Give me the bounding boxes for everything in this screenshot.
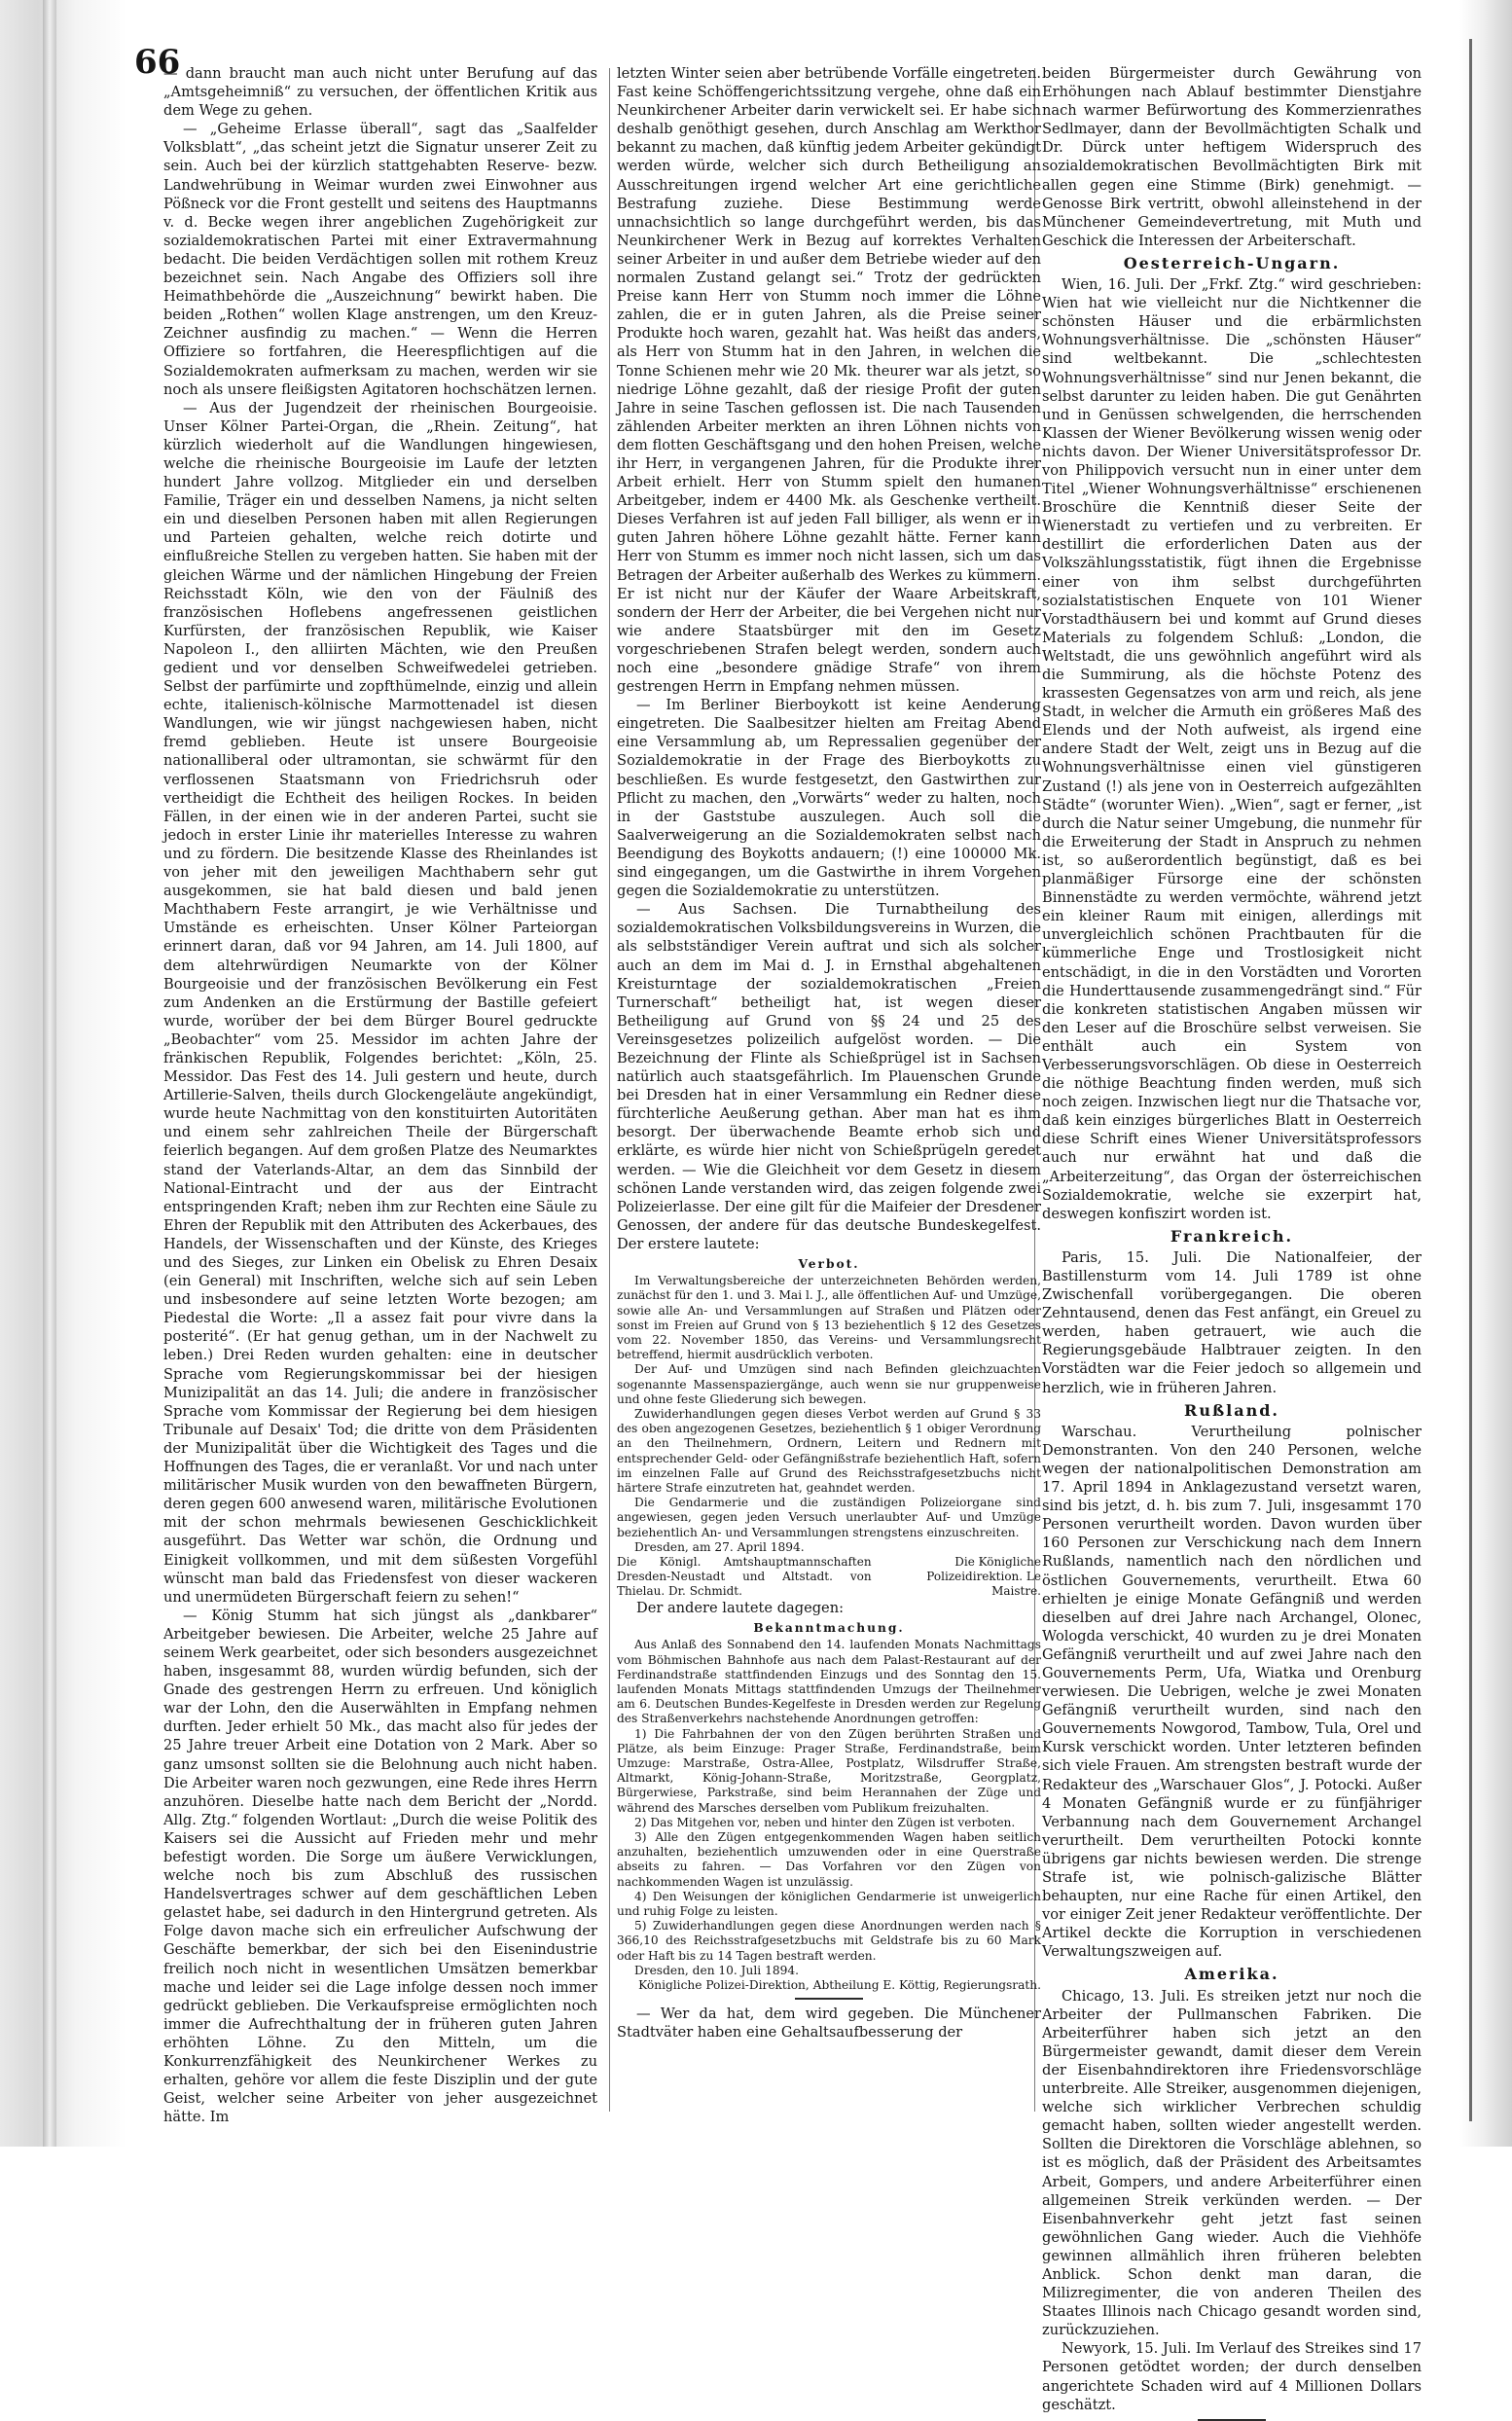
notice-paragraph: 2) Das Mitgehen vor, neben und hinter den Zügen ist verboten. (634, 1815, 1016, 1829)
article-paragraph: letzten Winter seien aber betrübende Vorfälle eingetreten. Fast keine Schöffengerichtssitzung vergehe, ohne daß ein Neunkirchener Arbeiter darin verwickelt sei. Er habe sich deshalb genöthigt gesehen, durch Anschlag am Werkthor bekannt zu machen, daß künftig jedem Arbeiter gekündigt werden würde, welcher sich durch Betheiligung an Ausschreitungen irgend welcher Art eine gerichtliche Bestrafung zuziehe. Diese Bestimmung werde unnachsichtlich so lange durchgeführt werden, bis das Neunkirchener Werk in Bezug auf korrektes Verhalten seiner Arbeiter in und außer dem Betriebe wieder auf den normalen Zustand gelangt sei.“ Trotz der gedrückten Preise kann Herr von Stumm noch immer die Löhne zahlen, die er in guten Jahren, als die Preise seiner Produkte hoch waren, gezahlt hat. Was heißt das anders, als Herr von Stumm hat in den Jahren, in welchen die Tonne Schienen mehr wie 20 Mk. theurer war als jetzt, so niedrige Löhne gezahlt, daß der riesige Profit der guten Jahre in seine Taschen geflossen ist. Die nach Tausenden zählenden Arbeiter merkten an ihren Löhnen nichts von dem flotten Geschäftsgang und den hohen Preisen, welche ihr Herr, in vergangenen Jahren, für die Produkte ihrer Arbeit erhielt. Herr von Stumm spielt den humanen Arbeitgeber, indem er 4400 Mk. als Geschenke vertheilt. Dieses Verfahren ist auf jeden Fall billiger, als wenn er in guten Jahren höhere Löhne gezahlt hätte. Ferner kann Herr von Stumm es immer noch nicht lassen, sich um das Betragen der Arbeiter außerhalb des Werkes zu kümmern. Er ist nicht nur der Käufer der Waare Arbeitskraft, sondern der Herr der Arbeiter, die bei Vergehen nicht nur wie andere Staatsbürger mit den im Gesetz vorgeschriebenen Strafen belegt werden, sondern auch noch eine „besondere gnädige Strafe“ von ihrem gestrengen Herrn in Empfang nehmen müssen. (617, 65, 1041, 696)
notice-paragraph: Im Verwaltungsbereiche der unterzeichneten Behörden werden, zunächst für den 1. und 3. Mai l. J., alle öffentlichen Auf- und Umzüge, sowie alle An- und Versammlungen auf Straßen und Plätzen oder sonst im Freien auf Grund von § 13 beziehentlich § 12 des Gesetzes vom 22. November 1850, das Vereins- und Versammlungsrecht betreffend, hiermit ausdrücklich verboten. (617, 1274, 1041, 1362)
notice-heading: Verbot. (798, 1257, 860, 1271)
article-paragraph: Newyork, 15. Juli. Im Verlauf des Streikes sind 17 Personen getödtet worden; der durch denselben angerichtete Schaden wird auf 4 Millionen Dollars geschätzt. (1042, 2340, 1422, 2413)
notice-signature-right: Die Königliche Polizeidirektion. Le Maistre. (926, 1555, 1041, 1599)
notice-paragraph: 4) Den Weisungen der königlichen Gendarmerie ist unweigerlich und ruhig Folge zu leisten. (617, 1889, 1041, 1919)
notice-paragraph: 1) Die Fahrbahnen der von den Zügen berührten Straßen und Plätze, als beim Einzuge: Prager Straße, Ferdinandstraße, beim Umzuge: Marstraße, Ostra-Allee, Postplatz, Wilsdruffer Straße, Altmarkt, König-Johann-Straße, Moritzstraße, Georgplatz, Bürgerwiese, Parkstraße, sind beim Herannahen der Züge und während des Marsches derselben vom Publikum freizuhalten. (617, 1726, 1041, 1815)
article-paragraph: Wien, 16. Juli. Der „Frkf. Ztg.“ wird geschrieben: Wien hat wie vielleicht nur die Nichtkenner die schönsten Häuser und die erbärmlichsten Wohnungsverhältnisse. Die „schönsten Häuser“ sind weltbekannt. Die „schlechtesten Wohnungsverhältnisse“ sind nur Jenen bekannt, die selbst darunter zu leiden haben. Die gut Genährten und in Genüssen schwelgenden, die herrschenden Klassen der Wiener Bevölkerung wissen wenig oder nichts davon. Der Wiener Universitätsprofessor Dr. von Philippovich versucht nun in einer unter dem Titel „Wiener Wohnungsverhältnisse“ erschienenen Broschüre die Kenntniß dieser Seite der Wienerstadt zu vertiefen und zu verbreiten. Er destillirt die erforderlichen Daten aus der Volkszählungsstatistik, fügt ihnen die Ergebnisse einer von ihm selbst durchgeführten sozialstatistischen Enquete von 101 Wiener Vorstadthäusern bei und kommt auf Grund dieses Materials zu folgendem Schluß: „London, die Weltstadt, die uns gewöhnlich angeführt wird als die Summirung, als die höchste Potenz des krassesten Gegensatzes von arm und reich, als jene Stadt, in welcher die Armuth ein größeres Maß des Elends und der Noth aufweist, als irgend eine andere Stadt der Welt, zeigt uns in Bezug auf die Wohnungsverhältnisse einen viel günstigeren Zustand (!) als jene von in Oesterreich aufgezählten Städte“ (worunter Wien). „Wien“, sagt er ferner, „ist durch die Natur seiner Umgebung, die nunmehr für die Erweiterung der Stadt in Anspruch zu nehmen ist, so außerordentlich begünstigt, daß es bei planmäßiger Fürsorge eine der schönsten Binnenstädte zu werden vermöchte, während jetzt ein kleiner Raum mit einigen, allerdings mit unvergleichlich schönen Prachtbauten für die kümmerliche Enge und Trostlosigkeit nicht entschädigt, in die in den Vorstädten und Vororten die Hunderttausende zusammengedrängt sind.“ Für die konkreten statistischen Angaben müssen wir den Leser auf die Broschüre selbst verweisen. Sie enthält auch ein System von Verbesserungsvorschlägen. Ob diese in Oesterreich die nöthige Beachtung finden werden, muß sich noch zeigen. Inzwischen liegt nur die Thatsache vor, daß kein einziges bürgerliches Blatt in Oesterreich diese Schrift eines Wiener Universitätsprofessors auch nur erwähnt hat und daß die „Arbeiterzeitung“, das Organ der österreichischen Sozialdemokratie, welche sie exzerpirt hat, deswegen konfiszirt worden ist. (1042, 276, 1422, 1222)
article-paragraph: Chicago, 13. Juli. Es streiken jetzt nur noch die Arbeiter der Pullmanschen Fabriken. Die Arbeiterführer haben sich jetzt an den Bürgermeister gewandt, damit dieser dem Verein der Eisenbahndirektoren ihre Friedensvorschläge unterbreite. Alle Streiker, ausgenommen diejenigen, welche sich wirklicher Verbrechen schuldig gemacht haben, sollten wieder angestellt werden. Sollten die Direktoren die Vorschläge ablehnen, so ist es möglich, daß der Präsident des Arbeitsamtes Arbeit, Gompers, und andere Arbeiterführer einen allgemeinen Streik verkünden werden. — Der Eisenbahnverkehr geht jetzt fast seinen gewöhnlichen Gang wieder. Auch die Viehhöfe gewinnen allmählich ihren früheren belebten Anblick. Schon denkt man daran, die Milizregimenter, die von anderen Theilen des Staates Illinois nach Chicago gesandt worden sind, zurückzuziehen. (1042, 1987, 1422, 2339)
section-heading-austria: Oesterreich-Ungarn. (1123, 253, 1341, 272)
police-notice-verbot (617, 1257, 1041, 1599)
page-number: 66 (134, 43, 181, 82)
article-paragraph: — „Geheime Erlasse überall“, sagt das „Saalfelder Volksblatt“, „das scheint jetzt die Signatur unserer Zeit zu sein. Auch bei der kürzlich stattgehabten Reserve- bezw. Landwehrübung in Weimar wurden zwei Einwohner aus Pößneck vor die Front gestellt und seitens des Hauptmanns v. d. Becke wegen ihrer angeblichen Zugehörigkeit zur sozialdemokratischen Partei mit einer Extravermahnung bedacht. Die beiden Verdächtigen sollen mit rothem Kreuz bezeichnet sein. Nach Angabe des Offiziers soll ihre Heimathbehörde die „Auszeichnung“ bewirkt haben. Die beiden „Rothen“ wollen Klage anstrengen, um den Kreuz-Zeichner ausfindig zu machen.“ — Wenn die Herren Offiziere so fortfahren, die Heerespflichtigen auf die Sozialdemokraten aufmerksam zu machen, werden wir sie noch als unsere fleißigsten Agitatoren hochschätzen lernen. (163, 121, 597, 398)
notice-signature: Königliche Polizei-Direktion, Abtheilung E. Köttig, Regierungsrath. (638, 1978, 1041, 1993)
notice-paragraph: 3) Alle den Zügen entgegenkommenden Wagen haben seitlich anzuhalten, beziehentlich umzuwenden oder in eine Querstraße abseits zu fahren. — Das Vorfahren vor den Zügen von nachkommenden Wagen ist unzulässig. (617, 1830, 1041, 1889)
scan-page-edge (1459, 0, 1512, 2147)
article-paragraph: — Im Berliner Bierboykott ist keine Aenderung eingetreten. Die Saalbesitzer hielten am Freitag Abend eine Versammlung ab, um Repressalien gegenüber der Sozialdemokratie in der Frage des Bierboykotts zu beschließen. Es wurde festgesetzt, den Gastwirthen zur Pflicht zu machen, den „Vorwärts“ weder zu halten, noch in der Gaststube auszulegen. Auch soll die Saalverweigerung an die Sozialdemokraten selbst nach Beendigung des Boykotts andauern; (!) eine 100000 Mk. sind eingegangen, um die Gastwirthe in ihrem Vorgehen gegen die Sozialdemokratie zu unterstützen. (617, 697, 1041, 900)
notice-date: Dresden, am 27. April 1894. (634, 1539, 805, 1554)
article-paragraph: Paris, 15. Juli. Die Nationalfeier, der Bastillensturm vom 14. Juli 1789 ist ohne Zwischenfall vorübergegangen. Die oberen Zehntausend, denen das Fest anfängt, ein Greuel zu werden, haben getrauert, wie auch die Regierungsgebäude Halbtrauer zeigten. In den Vorstädten war die Feier jedoch so allgemein und herzlich, wie in früheren Jahren. (1042, 1248, 1422, 1396)
article-paragraph: Der andere lautete dagegen: (636, 1600, 845, 1617)
article-paragraph: Warschau. Verurtheilung polnischer Demonstranten. Von den 240 Personen, welche wegen der nationalpolitischen Demonstration am 17. April 1894 in Anklagezustand versetzt waren, sind bis jetzt, d. h. bis zum 7. Juli, insgesammt 170 Personen verurtheilt worden. Davon wurden über 160 Personen zur Verschickung nach dem Innern Rußlands, namentlich nach den nördlichen und östlichen Gouvernements, verurtheilt. Etwa 60 erhielten je einige Monate Gefängniß und werden dieselben auf drei Jahre nach Archangel, Olonec, Wologda verschickt, 40 wurden zu je drei Monaten Gefängniß verurtheilt und auf zwei Jahre nach den Gouvernements Perm, Ufa, Wiatka und Orenburg verwiesen. Die Uebrigen, welche je zwei Monaten Gefängniß verurtheilt wurden, sind nach den Gouvernements Nowgorod, Tambow, Tula, Orel und Kursk verschickt worden. Unter letzteren befinden sich viele Frauen. Am strengsten bestraft wurde der Redakteur des „Warschauer Glos“, J. Potocki. Außer 4 Monaten Gefängniß wurde er zu fünfjähriger Verbannung nach dem Gouvernement Archangel verurtheilt. Dem verurtheilten Potocki konnte übrigens gar nichts bewiesen werden. Die strenge Strafe ist, wie polnisch-galizische Blätter behaupten, nur eine Rache für einen Artikel, den vor einiger Zeit jener Redakteur veröffentlichte. Der Artikel deckte die Korruption in verschiedenen Verwaltungszweigen auf. (1042, 1423, 1422, 1961)
notice-heading: Bekanntmachung. (753, 1621, 905, 1636)
section-divider (795, 1998, 863, 2000)
section-heading-america: Amerika. (1184, 1965, 1279, 1984)
page-border-line (1469, 39, 1472, 2121)
notice-date: Dresden, den 10. Juli 1894. (634, 1963, 799, 1977)
notice-signatures (617, 1555, 1041, 1599)
book-spine (43, 0, 56, 2147)
column-right (1042, 64, 1422, 2413)
notice-paragraph: Der Auf- und Umzügen sind nach Befinden gleichzuachten sogenannte Massenspaziergänge, auch wenn sie nur gruppenweise und ohne feste Gliederung sich bewegen. (617, 1362, 1041, 1406)
article-paragraph: — Wer da hat, dem wird gegeben. Die Münchener Stadtväter haben eine Gehaltsaufbesserung der (617, 2005, 1041, 2042)
scan-binding-edge (0, 0, 126, 2147)
police-notice-bekanntmachung (617, 1621, 1041, 1993)
notice-signature-left: Die Königl. Amtshauptmannschaften Dresden-Neustadt und Altstadt. von Thielau. Dr. Schmidt. (617, 1555, 872, 1599)
column-left (163, 64, 597, 2126)
notice-paragraph: 5) Zuwiderhandlungen gegen diese Anordnungen werden nach § 366,10 des Reichsstrafgesetzbuchs mit Geldstrafe bis zu 60 Mark oder Haft bis zu 14 Tagen bestraft werden. (617, 1919, 1041, 1963)
notice-paragraph: Aus Anlaß des Sonnabend den 14. laufenden Monats Nachmittags vom Böhmischen Bahnhofe aus nach dem Palast-Restaurant auf der Ferdinandstraße stattfindenden Einzugs und des Sonntag den 15. laufenden Monats Mittags stattfindenden Umzugs der Theilnehmer am 6. Deutschen Bundes-Kegelfeste in Dresden werden zur Regelung des Straßenverkehrs nachstehende Anordnungen getroffen: (617, 1638, 1041, 1726)
section-heading-france: Frankreich. (1170, 1226, 1294, 1246)
column-rule-1 (609, 68, 610, 2112)
notice-paragraph: Die Gendarmerie und die zuständigen Polizeiorgane sind angewiesen, gegen jeden Versuch unerlaubter Auf- und Umzüge beziehentlich An- und Versammlungen strengstens einzuschreiten. (617, 1496, 1041, 1539)
section-heading-russia: Rußland. (1184, 1400, 1279, 1420)
notice-paragraph: Zuwiderhandlungen gegen dieses Verbot werden auf Grund § 33 des oben angezogenen Gesetzes, beziehentlich § 1 obiger Verordnung an den Theilnehmern, Ordnern, Leitern und Rednern mit entsprechender Geld- oder Gefängnißstrafe beziehentlich Haft, sofern im einzelnen Falle auf Grund des Reichsstrafgesetzbuchs nicht härtere Strafe einzutreten hat, geahndet werden. (617, 1407, 1041, 1496)
article-paragraph: beiden Bürgermeister durch Gewährung von Erhöhungen nach Ablauf bestimmter Dienstjahre nach warmer Befürwortung des Kommerzienrathes Sedlmayer, dann der Bevollmächtigten Schalk und Dr. Dürck unter heftigem Widerspruch des sozialdemokratischen Bevollmächtigten Birk mit allen gegen eine Stimme (Birk) genehmigt. — Genosse Birk vertritt, obwohl alleinstehend in der Münchener Gemeindevertretung, mit Muth und Geschick die Interessen der Arbeiterschaft. (1042, 65, 1422, 249)
article-paragraph: — dann braucht man auch nicht unter Berufung auf das „Amtsgeheimniß“ zu versuchen, der öffentlichen Kritik aus dem Wege zu gehen. (163, 65, 597, 120)
article-paragraph: — König Stumm hat sich jüngst als „dankbarer“ Arbeitgeber bewiesen. Die Arbeiter, welche 25 Jahre auf seinem Werk gearbeitet, oder sich besonders ausgezeichnet haben, insgesammt 88, wurden würdig befunden, sich der Gnade des gestrengen Herrn zu erfreuen. Und königlich war der Lohn, den die Auserwählten in Empfang nehmen durften. Jeder erhielt 50 Mk., das macht also für jedes der 25 Jahre treuer Arbeit eine Dotation von 2 Mark. Aber so ganz umsonst sollten sie die Belohnung auch nicht haben. Die Arbeiter waren noch gezwungen, eine Rede ihres Herrn anzuhören. Dieselbe hatte nach dem Bericht der „Nordd. Allg. Ztg.“ folgenden Wortlaut: „Durch die weise Politik des Kaisers sei die Aussicht auf Frieden mehr und mehr befestigt worden. Die Sorge um äußere Verwicklungen, welche noch bis zum Abschluß des russischen Handelsvertrages schwer auf dem geschäftlichen Leben gelastet habe, sei dadurch in den Hintergrund getreten. Als Folge davon mache sich ein erfreulicher Aufschwung der Geschäfte bemerkbar, der sich bei den Eisenindustrie freilich noch nicht in wesentlichen Umsätzen bemerkbar mache und leider sei die Lage infolge dessen noch immer gedrückt geblieben. Die Verkaufspreise ermöglichten noch immer die Aufrechthaltung der in früheren guten Jahren erhöhten Löhne. Zu den Mitteln, um die Konkurrenzfähigkeit des Neunkirchener Werkes zu erhalten, gehöre vor allem die feste Disziplin und der gute Geist, welcher seine Arbeiter von jeher ausgezeichnet hätte. Im (163, 1607, 597, 2126)
article-paragraph: — Aus Sachsen. Die Turnabtheilung des sozialdemokratischen Volksbildungsvereins in Wurzen, die als selbstständiger Verein auftrat und sich als solcher auch an dem im Mai d. J. in Ernsthal abgehaltenen Kreisturntage der sozialdemokratischen „Freien Turnerschaft“ betheiligt hat, ist wegen dieser Betheiligung auf Grund von §§ 24 und 25 des Vereinsgesetzes polizeilich aufgelöst worden. — Die Bezeichnung der Flinte als Schießprügel ist in Sachsen natürlich auch staatsgefährlich. Im Plauenschen Grunde bei Dresden hat in einer Versammlung ein Redner diese fürchterliche Aeußerung gethan. Aber man hat es ihm besorgt. Der überwachende Beamte erhob sich und erklärte, es würde hier nicht von Schießprügeln geredet werden. — Wie die Gleichheit vor dem Gesetz in diesem schönen Lande verstanden wird, das zeigen folgende zwei Polizeierlasse. Der eine gilt für die Maifeier der Dresdener Genossen, der andere für das deutsche Bundeskegelfest. Der erstere lautete: (617, 901, 1041, 1252)
column-middle (617, 64, 1041, 2113)
article-paragraph: — Aus der Jugendzeit der rheinischen Bourgeoisie. Unser Kölner Partei-Organ, die „Rhein. Zeitung“, hat kürzlich wiederholt auf die Wandlungen hingewiesen, welche die rheinische Bourgeoisie im Laufe der letzten hundert Jahre vollzog. Mitglieder ein und derselben Familie, Träger ein und desselben Namens, ja nicht selten ein und dieselben Personen haben mit allen Regierungen und Parteien gehalten, welche reich dotirte und einflußreiche Stellen zu vergeben hatten. Sie haben mit der gleichen Wärme und der nämlichen Hingebung der Freien Reichsstadt Köln, wie den von der Fäulniß des französischen Hoflebens angefressenen geistlichen Kurfürsten, der französischen Republik, wie Kaiser Napoleon I., den alliirten Mächten, wie den Preußen gedient und vor denselben Schweifwedelei getrieben. Selbst der parfümirte und zopfthümelnde, einzig und allein echte, italienisch-kölnische Marmottenadel ist diesen Wandlungen, wie wir jüngst nachgewiesen haben, nicht fremd geblieben. Heute ist unsere Bourgeoisie nationalliberal oder ultramontan, sie schwärmt für den verflossenen Staatsmann von Friedrichsruh oder vertheidigt die Echtheit des heiligen Rockes. In beiden Fällen, in der einen wie in der anderen Partei, sucht sie jedoch in erster Linie ihr materielles Interesse zu wahren und zu fördern. Die besitzende Klasse des Rheinlandes ist von jeher mit den jeweiligen Machthabern sehr gut ausgekommen, sie hat bald diesen und bald jenen Machthabern Feste arrangirt, je wie Verhältnisse und Umstände es erheischten. Unser Kölner Parteiorgan erinnert daran, daß vor 94 Jahren, am 14. Juli 1800, auf dem altehrwürdigen Neumarkte von der Kölner Bourgeoisie und der französischen Bevölkerung ein Fest zum Andenken an die Erstürmung der Bastille gefeiert wurde, worüber der bei dem Bürger Bourel gedruckte „Beobachter“ vom 25. Messidor im achten Jahre der fränkischen Republik, Folgendes berichtet: „Köln, 25. Messidor. Das Fest des 14. Juli gestern und heute, durch Artillerie-Salven, theils durch Glockengeläute angekündigt, wurde heute Nachmittag von den konstituirten Autoritäten und einem sehr zahlreichen Theile der Bürgerschaft feierlich begangen. Auf dem großen Platze des Neumarktes stand der Vaterlands-Altar, an dem das Sinnbild der National-Eintracht und der aus der Eintracht entspringenden Kraft; neben ihm zur Rechten eine Säule zu Ehren der Republik mit den Attributen des Ackerbaues, des Handels, der Wissenschaften und der Künste, des Krieges und des Sieges, zur Linken ein Obelisk zu Ehren Desaix (ein General) mit Inschriften, welche sich auf sein Leben und insbesondere auf seine letzten Worte bezogen; am Piedestal die Worte: „Il a assez fait pour vivre dans la posterité“. (Er hat genug gethan, um in der Nachwelt zu leben.) Drei Reden wurden gehalten: eine in deutscher Sprache vom Regierungskommissar bei der hiesigen Munizipalität an das 14. Juli; die andere in französischer Sprache vom Kommissar der Regierung bei dem hiesigen Tribunale auf Desaix' Tod; die dritte von dem Präsidenten der Munizipalität über die Wichtigkeit des Tages und die Hoffnungen des Tages, die er veranlaßt. Vor und nach unter militärischer Musik wurden von den bewaffneten Bürgern, deren gegen 600 anwesend waren, militärische Evolutionen mit der schon mehrmals bewiesenen Geschicklichkeit ausgeführt. Das Wetter war schön, die Ordnung und Einigkeit vollkommen, und mit dem süßesten Vorgefühl wünscht man bald das Friedensfest von dieser wackeren und unermüdeten Bürgerschaft feiern zu sehen!“ (163, 399, 597, 1606)
section-divider (1198, 2419, 1266, 2421)
